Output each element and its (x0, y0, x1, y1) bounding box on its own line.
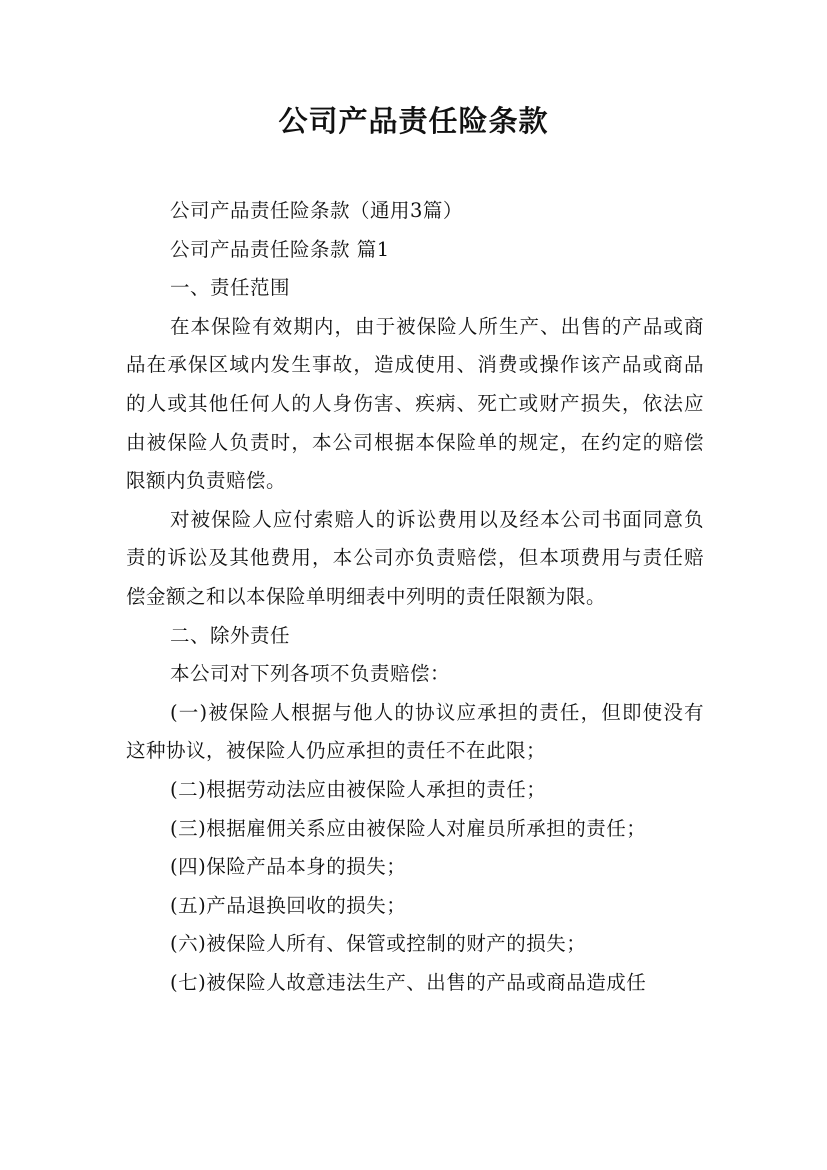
document-body (126, 192, 704, 1002)
exclusion-item: (七)被保险人故意违法生产、出售的产品或商品造成任 (170, 970, 647, 994)
exclusion-item: (六)被保险人所有、保管或控制的财产的损失； (170, 932, 587, 956)
paragraph-exclusions-intro: 本公司对下列各项不负责赔偿： (170, 662, 451, 686)
document-title: 公司产品责任险条款 (278, 104, 549, 138)
paragraph-section-heading: 公司产品责任险条款 篇1 (170, 237, 390, 261)
exclusion-item: (一)被保险人根据与他人的协议应承担的责任，但即使没有这种协议，被保险人仍应承担的责任不在此限； (126, 700, 704, 763)
paragraph-liability-scope: 在本保险有效期内，由于被保险人所生产、出售的产品或商品在承保区域内发生事故，造成使用、消费或操作该产品或商品的人或其他任何人的人身伤害、疾病、死亡或财产损失，依法应由被保险人负责时，本公司根据本保险单的规定，在约定的赔偿限额内负责赔偿。 (126, 314, 704, 493)
heading-liability-scope: 一、责任范围 (170, 276, 291, 300)
exclusion-item: (三)根据雇佣关系应由被保险人对雇员所承担的责任； (170, 816, 647, 840)
exclusion-item: (二)根据劳动法应由被保险人承担的责任； (170, 777, 547, 801)
exclusion-item: (五)产品退换回收的损失； (170, 893, 407, 917)
heading-exclusions: 二、除外责任 (170, 623, 291, 647)
paragraph-litigation-costs: 对被保险人应付索赔人的诉讼费用以及经本公司书面同意负责的诉讼及其他费用，本公司亦负责赔偿，但本项费用与责任赔偿金额之和以本保险单明细表中列明的责任限额为限。 (126, 507, 704, 608)
exclusion-item: (四)保险产品本身的损失； (170, 855, 407, 879)
paragraph-subtitle: 公司产品责任险条款（通用3篇） (170, 199, 463, 222)
